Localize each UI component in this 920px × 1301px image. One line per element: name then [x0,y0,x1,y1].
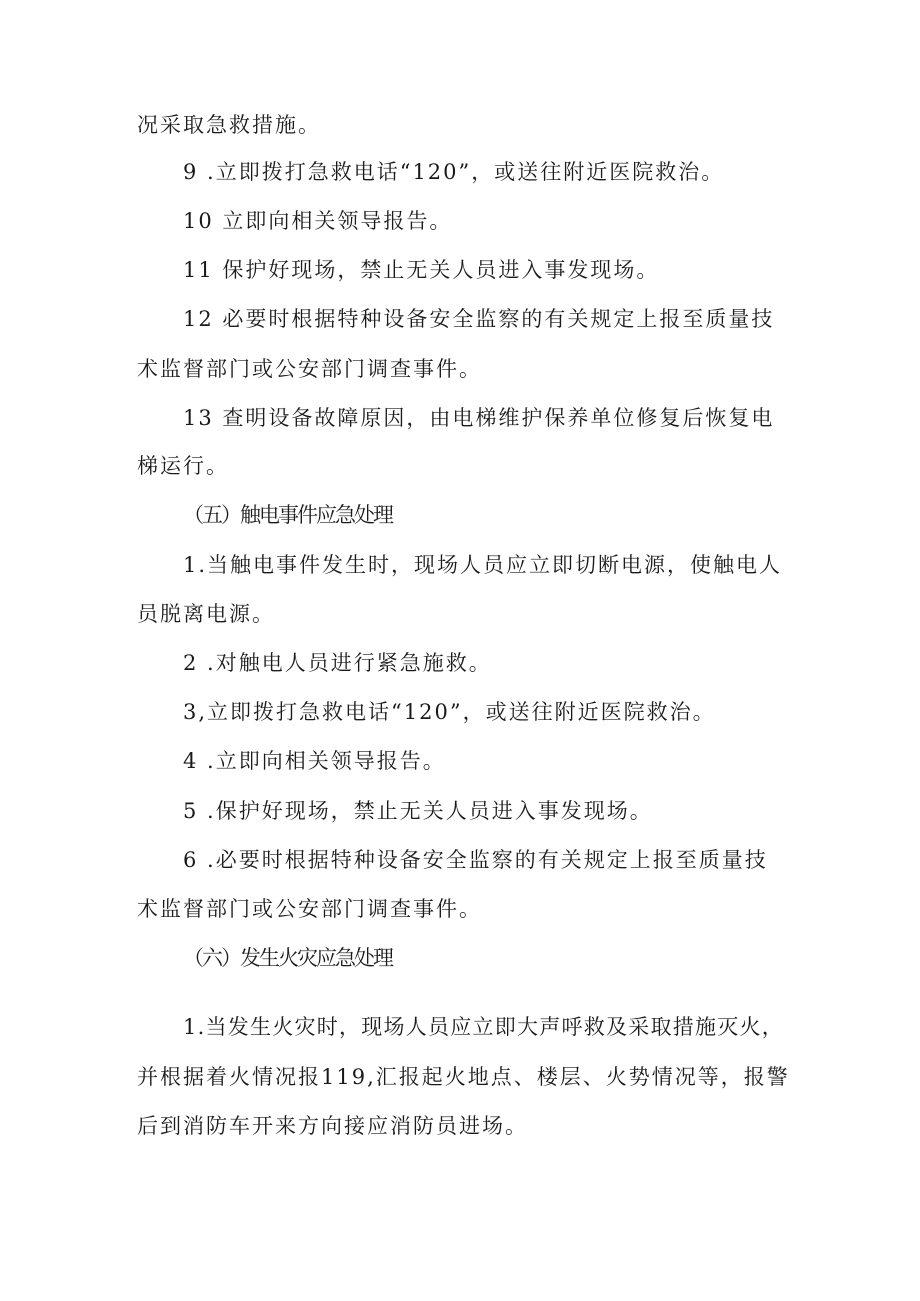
fire-item-1: 1.当发生火灾时，现场人员应立即大声呼救及采取措施灭火， [183,1015,785,1039]
list-item-4: 4 .立即向相关领导报告。 [183,749,446,773]
list-item-11: 11 保护好现场，禁止无关人员进入事发现场。 [183,258,660,282]
fire-item-1-continued-2: 后到消防车开来方向接应消防员进场。 [137,1114,528,1138]
list-item-5: 5 .保护好现场，禁止无关人员进入事发现场。 [183,799,653,823]
section-heading-5: （五）触电事件应急处理 [183,503,392,527]
list-item-6-continued: 术监督部门或公安部门调查事件。 [137,897,482,921]
list-item-6: 6 .必要时根据特种设备安全监察的有关规定上报至质量技 [183,848,768,872]
list-item-12: 12 必要时根据特种设备安全监察的有关规定上报至质量技 [183,307,775,331]
fire-item-1-continued: 并根据着火情况报119,汇报起火地点、楼层、火势情况等，报警 [137,1065,790,1089]
paragraph-line: 况采取急救措施。 [137,113,321,137]
list-item-12-continued: 术监督部门或公安部门调查事件。 [137,357,482,381]
section-heading-6: （六）发生火灾应急处理 [183,946,392,970]
list-item-9: 9 .立即拨打急救电话“120”，或送往附近医院救治。 [183,160,725,184]
list-item-2: 2 .对触电人员进行紧急施救。 [183,651,492,675]
list-item-1-continued: 员脱离电源。 [137,602,275,626]
list-item-13: 13 查明设备故障原因，由电梯维护保养单位修复后恢复电 [183,406,775,430]
list-item-10: 10 立即向相关领导报告。 [183,209,453,233]
list-item-3: 3,立即拨打急救电话“120”，或送往附近医院救治。 [183,700,716,724]
list-item-13-continued: 梯运行。 [137,454,229,478]
list-item-1: 1.当触电事件发生时，现场人员应立即切断电源，使触电人 [183,553,783,577]
